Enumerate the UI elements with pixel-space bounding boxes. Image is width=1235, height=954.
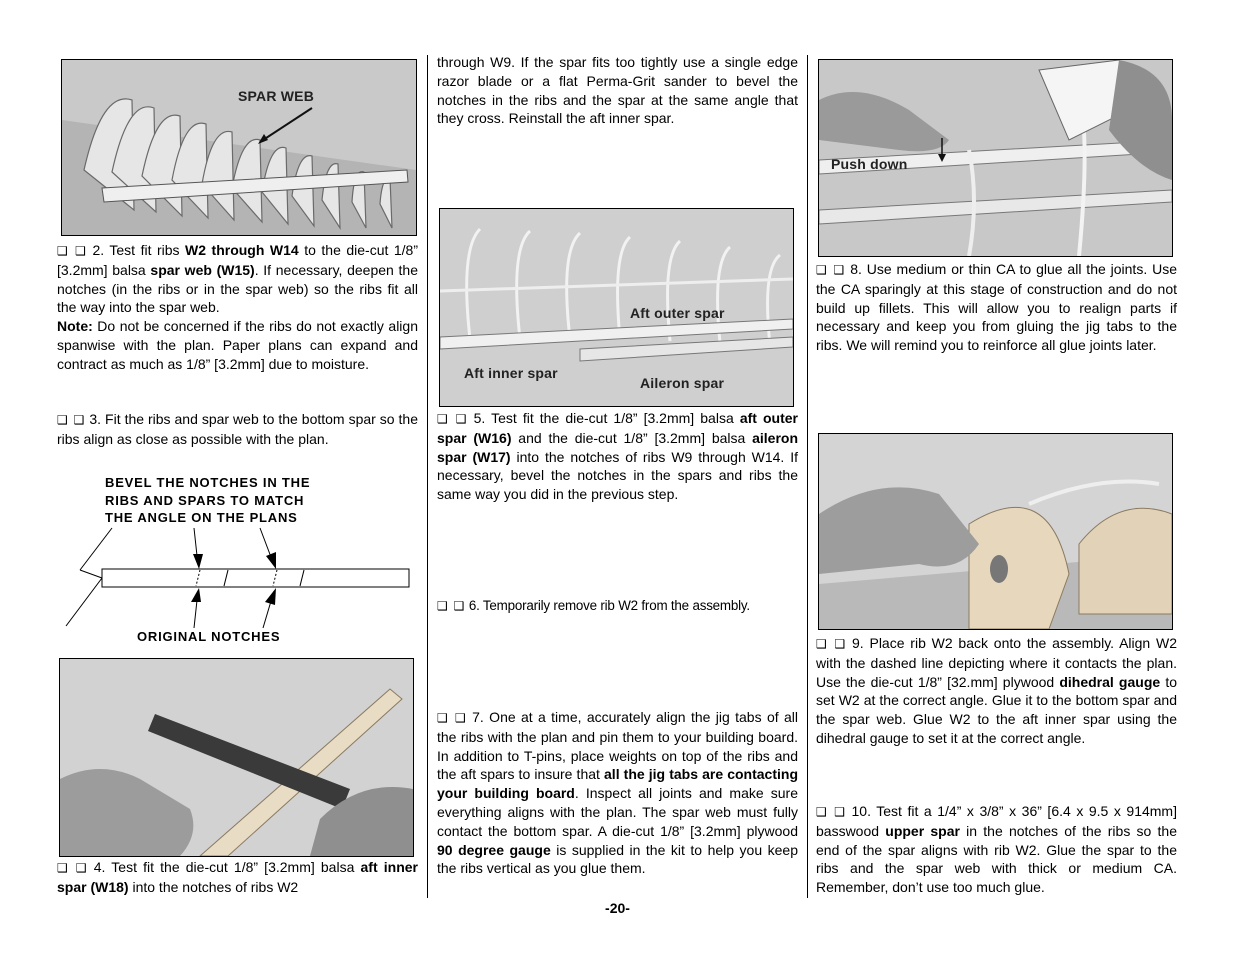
step-10-text: ❑ ❑ 10. Test fit a 1/4” x 3/8” x 36” [6.4 x 9.5 x 914mm] basswood upper spar in the notches of the ribs so the end of the spar aligns with rib W2. Glue the spar to the ribs and the spar web with thick or medium CA. Remember, don’t use too much glue. <box>816 803 1177 896</box>
notch-diagram <box>60 470 420 650</box>
checkbox-icon[interactable]: ❑ ❑ <box>57 861 88 875</box>
photo-label-aft-inner-spar: Aft inner spar <box>464 365 558 381</box>
step-4-continued-text: through W9. If the spar fits too tightly use a single edge razor blade or a flat Perma-Grit sander to bevel the notches in the ribs and the spar at the same angle that they cross. Reinstall the aft inner spar. <box>437 54 798 127</box>
step-9-text: ❑ ❑ 9. Place rib W2 back onto the assembly. Align W2 with the dashed line depicting where it contacts the plan. Use the die-cut 1/8” [32.mm] plywood dihedral gauge to set W2 at the correct angle. Glue it to the bottom spar and the spar web. Glue W2 to the aft inner spar using the dihedral gauge to set it at the correct angle. <box>816 635 1177 746</box>
step-7-text: ❑ ❑ 7. One at a time, accurately align the jig tabs of all the ribs with the plan and pin them to your building board. In addition to T-pins, place weights on top of the ribs and the aft spars to insure that all the jig tabs are contacting your building board. Inspect all joints and make sure everything aligns with the plan. The spar web must fully contact the bottom spar. A die-cut 1/8” [3.2mm] plywood 90 degree gauge is supplied in the kit to help you keep the ribs vertical as you glue them. <box>437 709 798 877</box>
photo-spar-web <box>61 59 417 236</box>
photo-label-push-down: Push down <box>831 156 908 172</box>
checkbox-icon[interactable]: ❑ ❑ <box>816 263 846 277</box>
diagram-label-bevel: BEVEL THE NOTCHES IN THE RIBS AND SPARS TO MATCH THE ANGLE ON THE PLANS <box>105 475 311 525</box>
page-number: -20- <box>605 900 630 916</box>
checkbox-icon[interactable]: ❑ ❑ <box>437 599 466 613</box>
photo-spar-web-art <box>62 60 416 235</box>
checkbox-icon[interactable]: ❑ ❑ <box>816 637 847 651</box>
step-5-text: ❑ ❑ 5. Test fit the die-cut 1/8” [3.2mm] balsa aft outer spar (W16) and the die-cut 1/8” [3.2mm] balsa aileron spar (W17) into the notches of ribs W9 through W14. If necessary, bevel the notches in the spars and ribs the same way you did in the previous step. <box>437 410 798 503</box>
photo-dihedral-gauge <box>818 433 1173 630</box>
column-divider-right <box>807 55 808 898</box>
checkbox-icon[interactable]: ❑ ❑ <box>57 413 86 427</box>
checkbox-icon[interactable]: ❑ ❑ <box>816 805 846 819</box>
column-divider-left <box>427 55 428 898</box>
step-3-text: ❑ ❑ 3. Fit the ribs and spar web to the bottom spar so the ribs align as close as possible with the plan. <box>57 411 418 447</box>
photo-sanding <box>59 658 414 857</box>
step-8-text: ❑ ❑ 8. Use medium or thin CA to glue all the joints. Use the CA sparingly at this stage of construction and do not build up fillets. This will allow you to realign parts if necessary and keep you from gluing the jig tabs to the ribs. We will remind you to reinforce all glue joints later. <box>816 261 1177 354</box>
step-2-text: ❑ ❑ 2. Test fit ribs W2 through W14 to the die-cut 1/8” [3.2mm] balsa spar web (W15). If necessary, deepen the notches (in the ribs or in the spar web) so the ribs fit all the way into the spar web. Note: Do not be concerned if the ribs do not exactly align spanwise with the plan. Paper plans can expand and contract as much as 1/8” [3.2mm] due to moisture. <box>57 242 419 372</box>
photo-sanding-art <box>60 659 413 856</box>
step-6-text: ❑ ❑ 6. Temporarily remove rib W2 from the assembly. <box>437 598 750 613</box>
diagram-drawing <box>60 470 420 650</box>
photo-dihedral-gauge-art <box>819 434 1172 629</box>
checkbox-icon[interactable]: ❑ ❑ <box>437 412 468 426</box>
diagram-label-original: ORIGINAL NOTCHES <box>137 629 281 644</box>
photo-label-aileron-spar: Aileron spar <box>640 375 725 391</box>
photo-outer-spar <box>439 208 794 407</box>
photo-label-spar-web: SPAR WEB <box>238 88 315 104</box>
photo-push-down <box>818 59 1173 257</box>
photo-label-aft-outer-spar: Aft outer spar <box>630 305 725 321</box>
checkbox-icon[interactable]: ❑ ❑ <box>437 711 467 725</box>
step-4-text: ❑ ❑ 4. Test fit the die-cut 1/8” [3.2mm] balsa aft inner spar (W18) into the notches of ribs W2 <box>57 859 418 895</box>
checkbox-icon[interactable]: ❑ ❑ <box>57 244 87 258</box>
note-label: Note: <box>57 318 93 335</box>
